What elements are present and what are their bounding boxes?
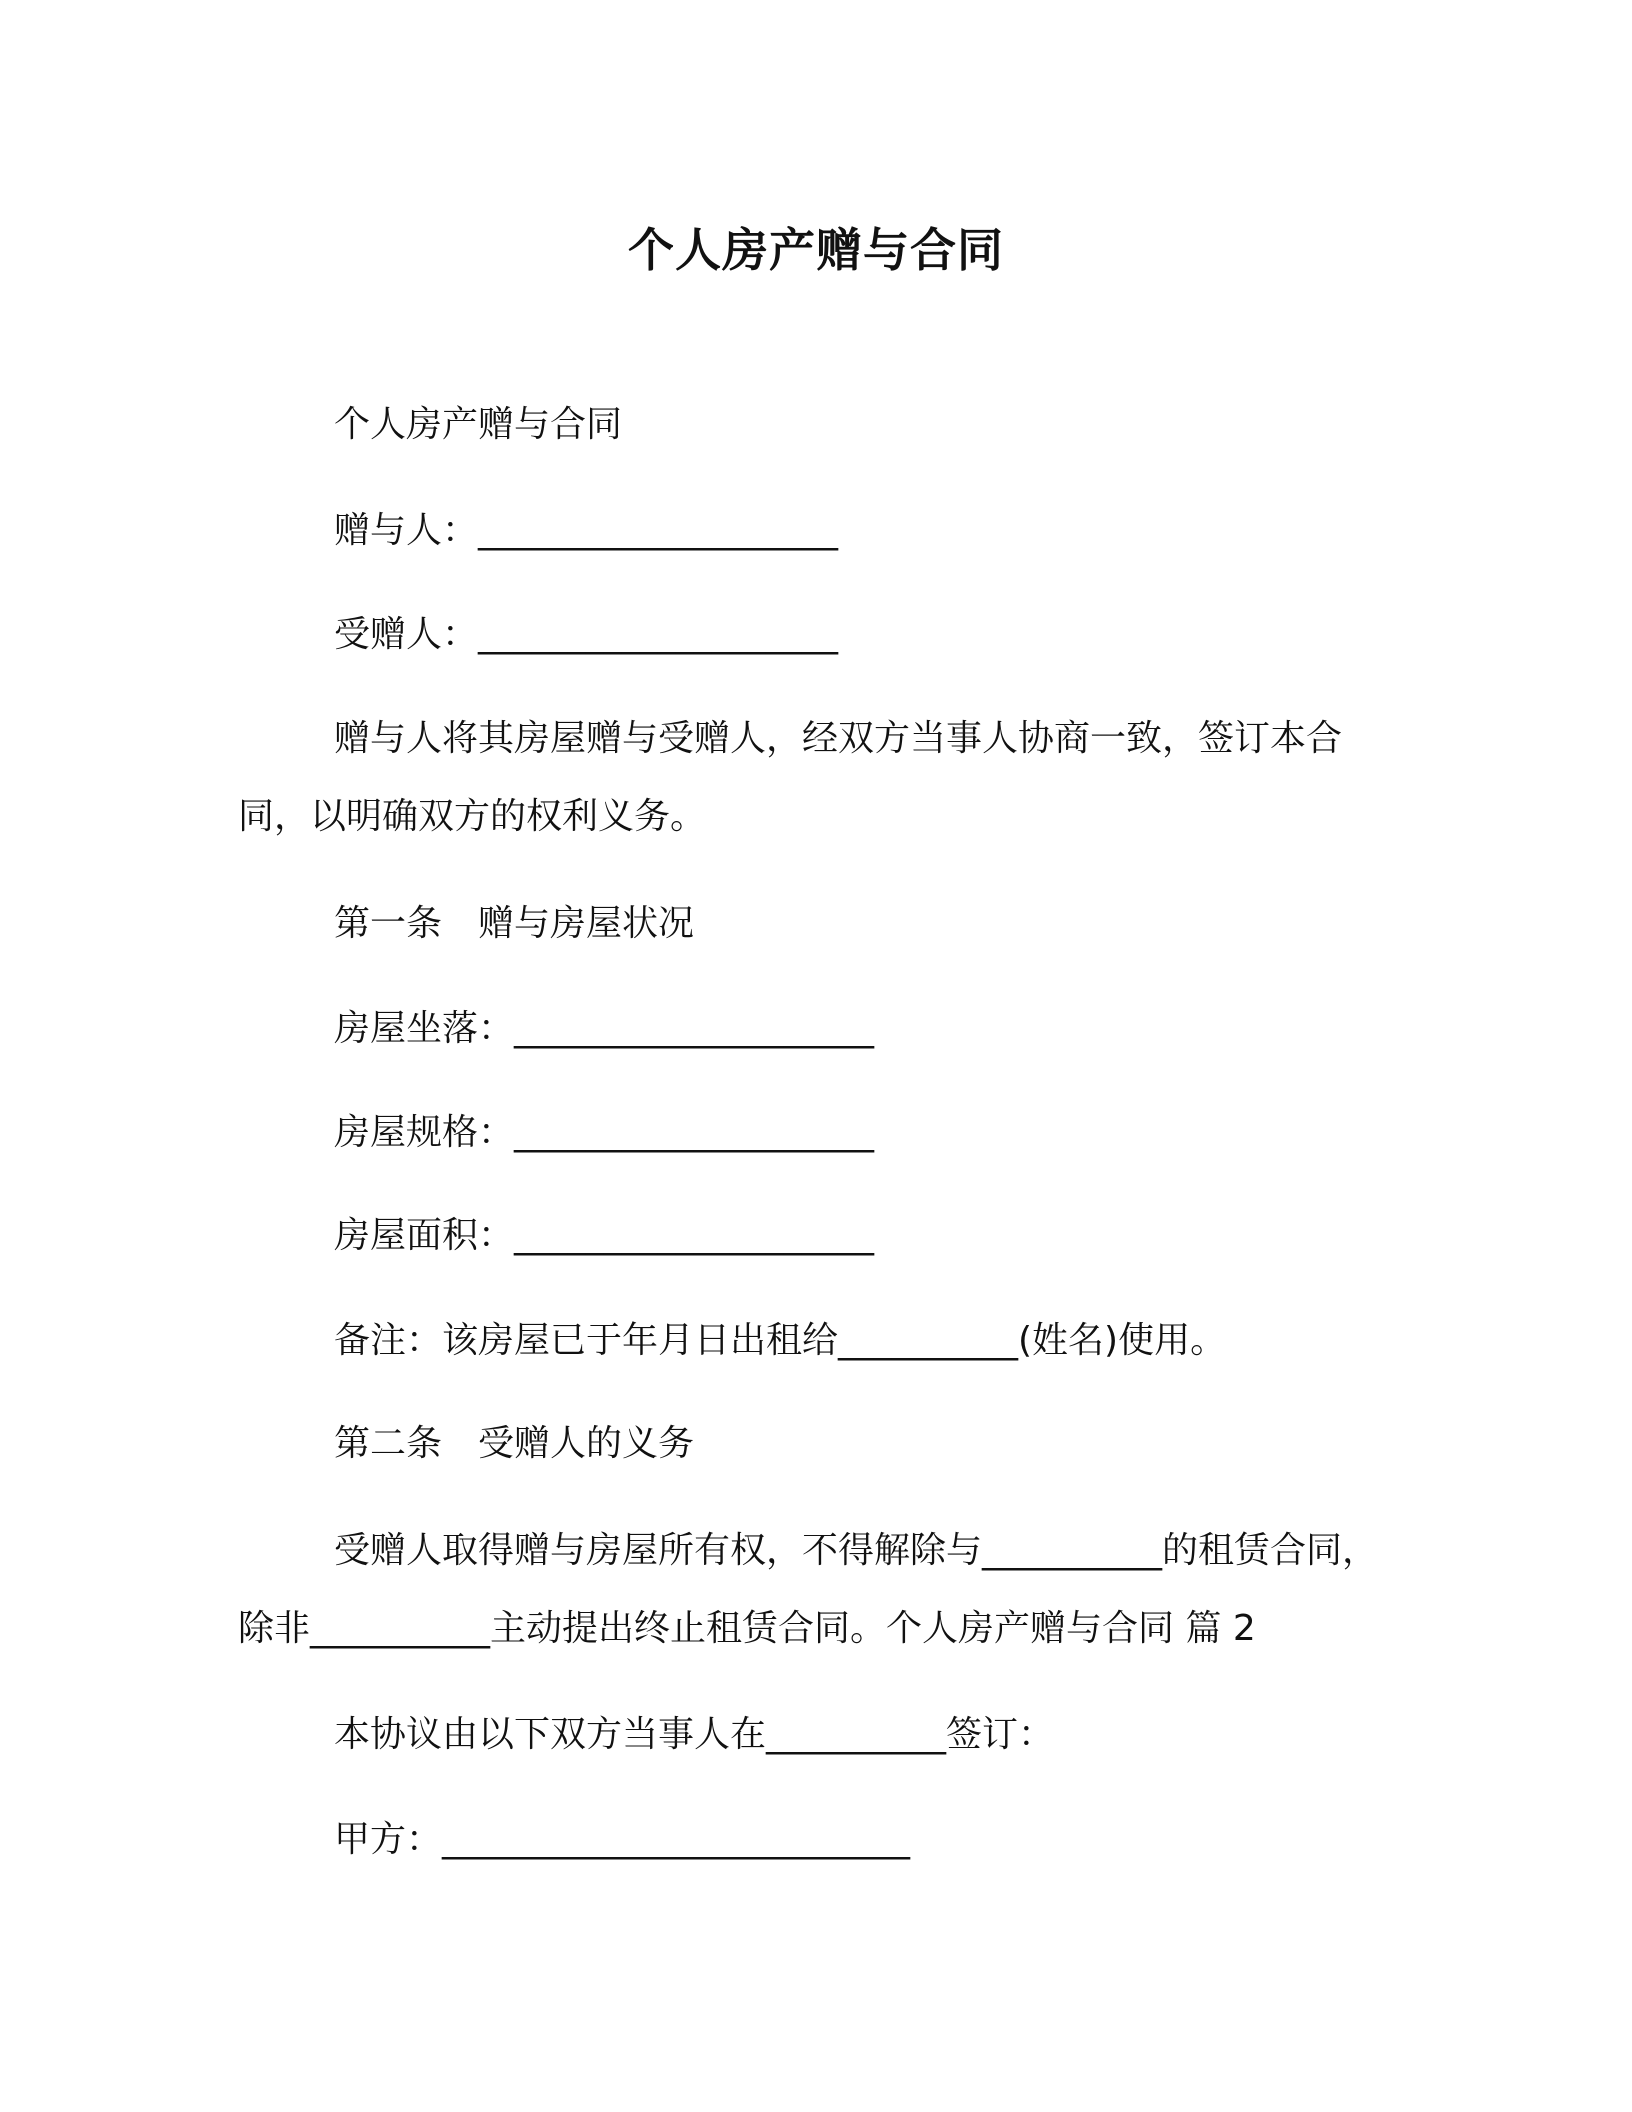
party-a-field: 甲方：__________________________ — [334, 1819, 911, 1860]
paragraph-line: 除非__________主动提出终止租赁合同。个人房产赠与合同 篇 2 — [238, 1608, 1256, 1649]
paragraph-agreement — [238, 1696, 1514, 1774]
paragraph-line: 第二条 受赠人的义务 — [334, 1423, 695, 1464]
house-area-field: 房屋面积：____________________ — [334, 1215, 875, 1256]
paragraph-line: 第一条 赠与房屋状况 — [334, 903, 695, 944]
paragraph-line: 本协议由以下双方当事人在__________签订： — [334, 1714, 1055, 1755]
paragraph-house-spec — [238, 1094, 1514, 1172]
paragraph-party-a — [238, 1801, 1514, 1879]
paragraph-house-area — [238, 1197, 1514, 1275]
article-2-heading — [238, 1405, 1514, 1483]
paragraph-donor — [238, 492, 1514, 570]
article-1-heading — [238, 885, 1514, 963]
house-location-field: 房屋坐落：____________________ — [334, 1008, 875, 1049]
donor-field: 赠与人：____________________ — [334, 510, 839, 551]
paragraph-donee-obligation — [238, 1512, 1418, 1668]
paragraph-line: 个人房产赠与合同 — [334, 404, 623, 445]
house-spec-field: 房屋规格：____________________ — [334, 1112, 875, 1153]
paragraph-house-location — [238, 990, 1514, 1068]
paragraph-line: 赠与人将其房屋赠与受赠人，经双方当事人协商一致，签订本合 — [334, 718, 1343, 759]
paragraph-line: 同，以明确双方的权利义务。 — [238, 796, 707, 837]
document-title: 个人房产赠与合同 — [628, 223, 1004, 277]
remark-line: 备注：该房屋已于年月日出租给__________(姓名)使用。 — [334, 1320, 1227, 1361]
paragraph-donee — [238, 596, 1514, 674]
paragraph-intro — [238, 700, 1418, 856]
donee-field: 受赠人：____________________ — [334, 614, 839, 655]
paragraph-subtitle — [238, 386, 1514, 464]
paragraph-line: 受赠人取得赠与房屋所有权，不得解除与__________的租赁合同， — [334, 1530, 1379, 1571]
paragraph-remark — [238, 1302, 1514, 1380]
